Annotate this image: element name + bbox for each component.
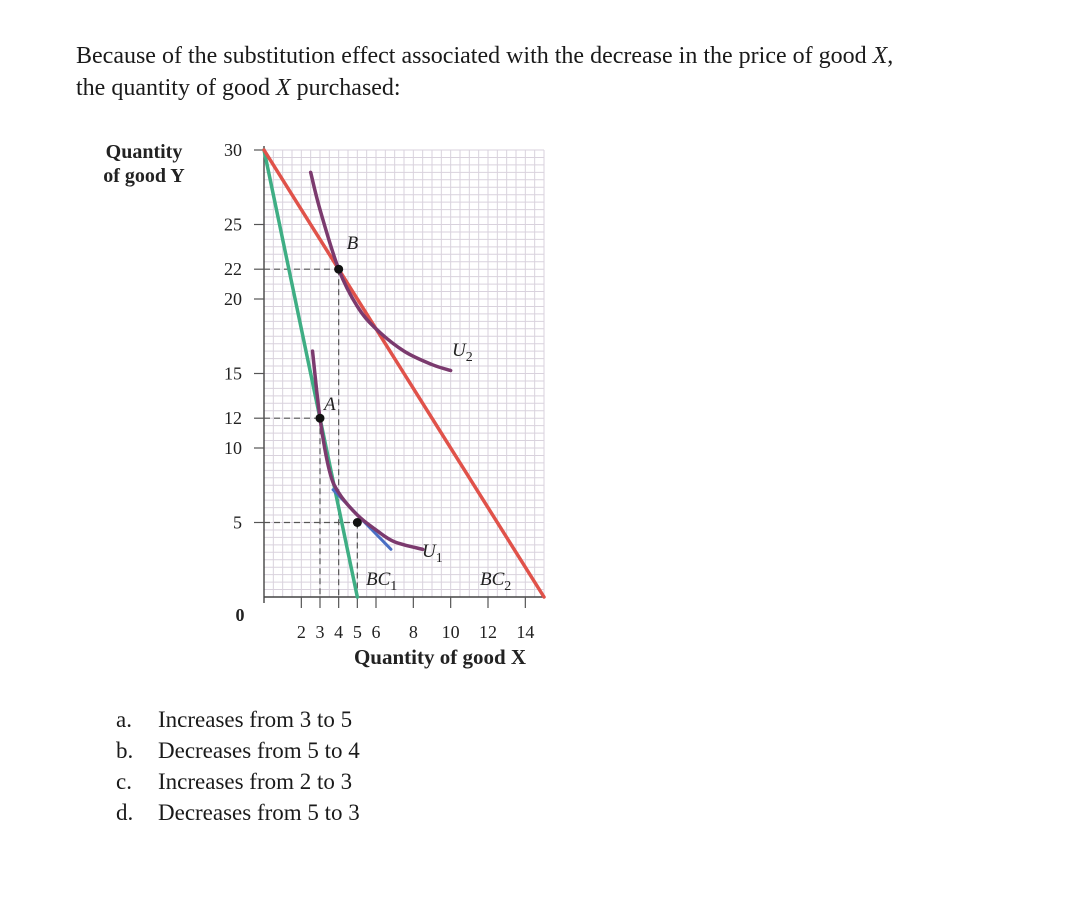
y-tick-label: 15 (224, 363, 242, 384)
y-tick-label: 5 (233, 512, 242, 533)
x-tick-label: 3 (315, 622, 325, 642)
option-letter: c. (116, 769, 132, 794)
x-tick-label: 14 (516, 622, 535, 642)
y-tick-label: 12 (224, 408, 242, 429)
option-letter: b. (116, 738, 134, 763)
x-tick-label: 4 (334, 622, 344, 642)
x-tick-label: 6 (371, 622, 381, 642)
series-label-u1: $U_1$ (422, 541, 443, 566)
answer-option[interactable] (116, 797, 360, 828)
answer-option[interactable] (116, 704, 360, 735)
y-tick-label: 10 (224, 438, 242, 458)
answer-option[interactable] (116, 766, 360, 797)
data-point (334, 265, 343, 274)
series-label-bc2: $BC_2$ (480, 569, 512, 594)
point-label: A (324, 394, 336, 416)
answer-option[interactable] (116, 735, 360, 766)
question-segment: the quantity of good (76, 75, 276, 101)
x-tick-label: 2 (296, 622, 306, 642)
option-letter: a. (116, 707, 132, 732)
y-axis-title: Quantity (105, 141, 183, 163)
x-tick-label: 5 (352, 622, 362, 642)
x-tick-label: 12 (479, 622, 497, 642)
option-text: Decreases from 5 to 3 (158, 800, 360, 825)
y-axis-title: of good Y (103, 165, 185, 187)
question-segment: purchased: (290, 75, 401, 101)
answer-options (116, 704, 360, 828)
x-tick-label: 10 (441, 622, 460, 642)
x-tick-label: 8 (408, 622, 418, 642)
series-label-bc1: $BC_1$ (366, 569, 398, 594)
question-segment: , (887, 43, 894, 69)
question-segment: X (872, 43, 888, 69)
option-letter: d. (116, 800, 134, 825)
question-segment: X (275, 75, 291, 101)
option-text: Increases from 2 to 3 (158, 769, 353, 794)
y-tick-label: 20 (224, 289, 242, 309)
origin-label: 0 (235, 605, 245, 625)
series-label-u2: $U_2$ (452, 340, 473, 365)
data-point (353, 518, 362, 527)
x-axis-title: Quantity of good X (353, 645, 527, 669)
question-segment: Because of the substitution effect associated with the decrease in the price of good (76, 43, 873, 69)
y-tick-label: 25 (224, 214, 242, 235)
option-text: Increases from 3 to 5 (158, 707, 353, 732)
option-text: Decreases from 5 to 4 (158, 738, 360, 763)
y-tick-label: 22 (224, 259, 242, 280)
point-label: B (346, 233, 359, 255)
y-tick-label: 30 (224, 140, 242, 160)
